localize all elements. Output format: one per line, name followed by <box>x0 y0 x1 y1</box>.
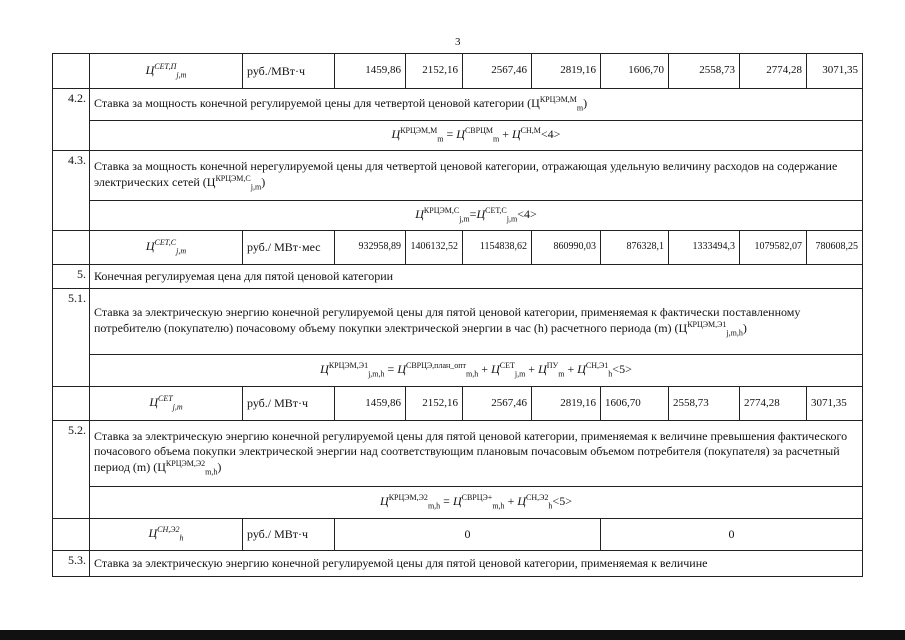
row-number: 4.3. <box>53 151 90 231</box>
value-cell: 2567,46 <box>463 387 532 421</box>
value-cell: 876328,1 <box>601 231 669 265</box>
value-cell: 1333494,3 <box>669 231 740 265</box>
formula: $Ц^{КРЦЭМ,С}_{j,m}=Ц^{СЕТ,С}_{j,m}<4>$ <box>90 201 863 231</box>
value-cell: 2152,16 <box>406 387 463 421</box>
unit: руб./ МВт·ч <box>243 519 335 551</box>
value-cell: 2819,16 <box>532 54 601 89</box>
row-number: 5.2. <box>53 421 90 519</box>
formula: $Ц^{КРЦЭМ,М}_m = Ц^{СВРЦМ}_m + Ц^{СН,М}<4>$ <box>90 121 863 151</box>
row-description: Конечная регулируемая цена для пятой ценовой категории <box>90 265 863 289</box>
value-cell: 1459,86 <box>335 54 406 89</box>
table-row <box>53 231 863 265</box>
value-cell: 1459,86 <box>335 387 406 421</box>
value-cell: 1406132,52 <box>406 231 463 265</box>
table-row <box>53 151 863 201</box>
row-description: Ставка за мощность конечной регулируемой цены для четвертой ценовой категории $(Ц^{КРЦЭМ,М}_m)$ <box>90 89 863 121</box>
value-cell: 0 <box>335 519 601 551</box>
value-cell: 2567,46 <box>463 54 532 89</box>
unit: руб./ МВт·мес <box>243 231 335 265</box>
formula: $Ц^{КРЦЭМ,Э2}_{m,h} = Ц^{СВРЦЭ+}_{m,h} + Ц^{СН,Э2}_h<5>$ <box>90 487 863 519</box>
value-cell: 2819,16 <box>532 387 601 421</box>
table-row <box>53 519 863 551</box>
table-row <box>53 201 863 231</box>
tariff-table <box>52 53 863 577</box>
value-cell: 932958,89 <box>335 231 406 265</box>
row-description: Ставка за электрическую энергию конечной регулируемой цены для пятой ценовой категории, применяемая к величине <box>90 551 863 577</box>
row-number <box>53 387 90 421</box>
value-cell: 780608,25 <box>807 231 863 265</box>
price-symbol: $Ц^{СЕТ}_{j,m}$ <box>90 387 243 421</box>
scan-bottom-edge <box>0 630 905 640</box>
row-number <box>53 54 90 89</box>
row-description: Ставка за мощность конечной нерегулируемой цены для четвертой ценовой категории, отражающая удельную величину расходов на содержание электрических сетей $(Ц^{КРЦЭМ,С}_{j,m})$ <box>90 151 863 201</box>
value-cell: 3071,35 <box>807 54 863 89</box>
table-row <box>53 355 863 387</box>
table-row <box>53 387 863 421</box>
row-number <box>53 519 90 551</box>
formula: $Ц^{КРЦЭМ,Э1}_{j,m,h} = Ц^{СВРЦЭ,план\_опт}_{m,h} + Ц^{СЕТ}_{j,m} + Ц^{ПУ}_m + Ц^{СН,Э1}_h<5>$ <box>90 355 863 387</box>
value-cell: 2152,16 <box>406 54 463 89</box>
value-cell: 2774,28 <box>740 54 807 89</box>
value-cell: 1154838,62 <box>463 231 532 265</box>
table-row <box>53 121 863 151</box>
table-row <box>53 421 863 487</box>
value-cell: 1079582,07 <box>740 231 807 265</box>
table-row <box>53 54 863 89</box>
row-number: 5.1. <box>53 289 90 387</box>
unit: руб./МВт·ч <box>243 54 335 89</box>
row-description: Ставка за электрическую энергию конечной регулируемой цены для пятой ценовой категории, применяемая к фактически поставленному потребителю (покупателю) почасовому объему покупки электрической энергии в час (h) расчетного периода (m) $(Ц^{КРЦЭМ,Э1}_{j,m,h})$ <box>90 289 863 355</box>
value-cell: 2558,73 <box>669 54 740 89</box>
row-number: 4.2. <box>53 89 90 151</box>
value-cell: 1606,70 <box>601 387 669 421</box>
unit: руб./ МВт·ч <box>243 387 335 421</box>
value-cell: 2558,73 <box>669 387 740 421</box>
table-row <box>53 89 863 121</box>
value-cell: 1606,70 <box>601 54 669 89</box>
price-symbol: $Ц^{СН,Э2}_h$ <box>90 519 243 551</box>
value-cell: 3071,35 <box>807 387 863 421</box>
row-number: 5.3. <box>53 551 90 577</box>
table-row <box>53 265 863 289</box>
price-symbol: $Ц^{СЕТ,П}_{j,m}$ <box>90 54 243 89</box>
value-cell: 860990,03 <box>532 231 601 265</box>
row-number: 5. <box>53 265 90 289</box>
table-row <box>53 487 863 519</box>
table-row <box>53 551 863 577</box>
price-symbol: $Ц^{СЕТ,С}_{j,m}$ <box>90 231 243 265</box>
value-cell: 2774,28 <box>740 387 807 421</box>
value-cell: 0 <box>601 519 863 551</box>
page-number: 3 <box>455 36 461 48</box>
row-number <box>53 231 90 265</box>
table-row <box>53 289 863 355</box>
row-description: Ставка за электрическую энергию конечной регулируемой цены для пятой ценовой категории, применяемая к величине превышения фактического почасового объема покупки электрической энергии над соответствующим плановым почасовым объемом потребителя (покупателя) за расчетный период (m) $(Ц^{КРЦЭМ,Э2}_{m,h})$ <box>90 421 863 487</box>
